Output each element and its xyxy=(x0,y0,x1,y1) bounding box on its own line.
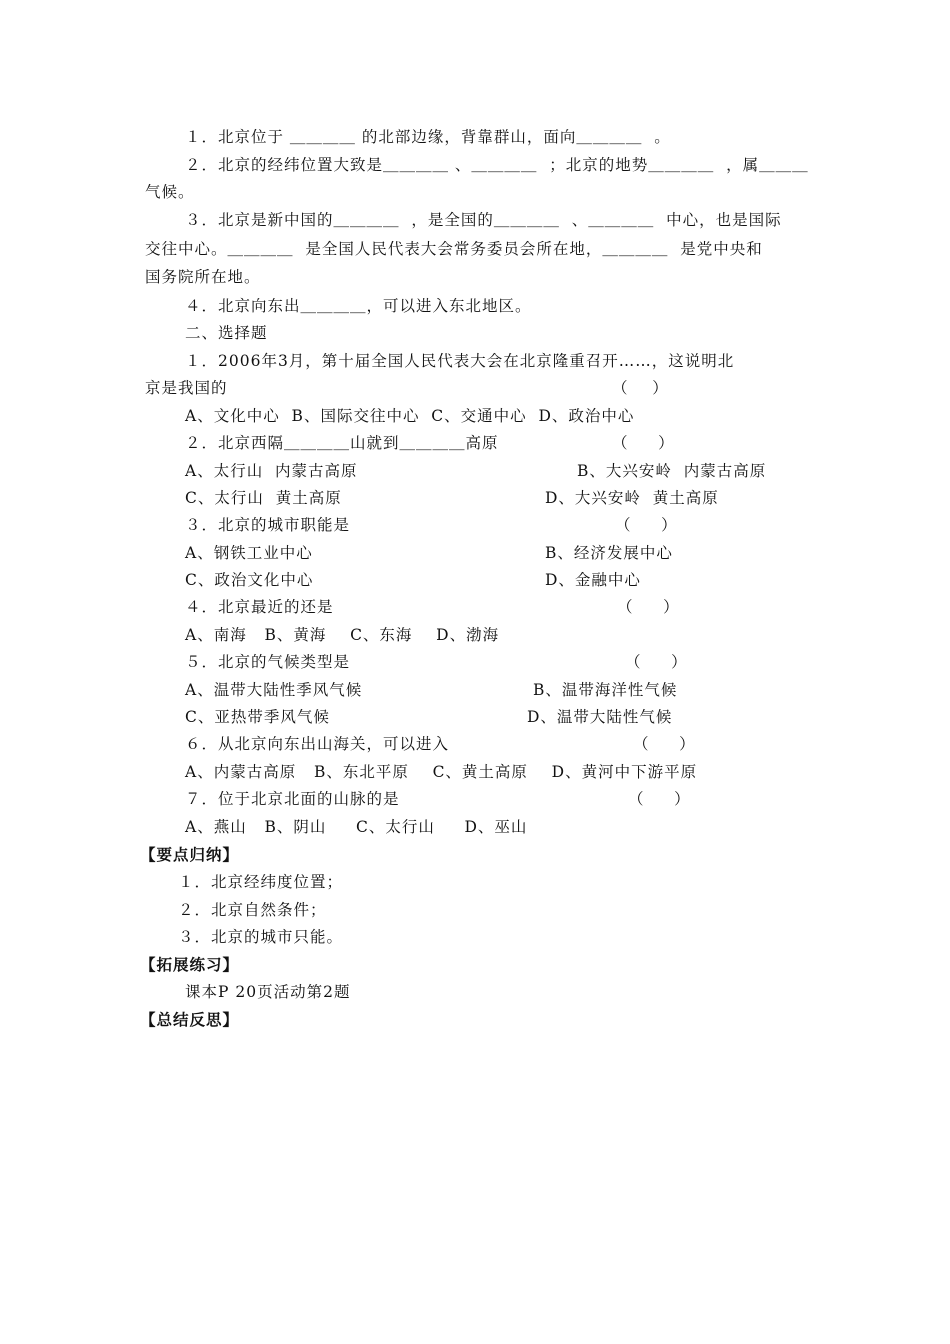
choice-q3-option-c: C、政治文化中心 xyxy=(185,571,314,589)
choice-q5-option-d: D、温带大陆性气候 xyxy=(527,708,673,726)
choice-section-heading: 二、选择题 xyxy=(185,324,268,342)
summary-item-1: １．北京经纬度位置； xyxy=(178,873,344,891)
choice-q5-option-c: C、亚热带季风气候 xyxy=(185,708,330,726)
choice-q1-line1: １．2006年3月，第十届全国人民代表大会在北京隆重召开……，这说明北 xyxy=(185,352,735,370)
choice-q4-bracket: （ ） xyxy=(617,598,680,616)
summary-item-3: ３．北京的城市只能。 xyxy=(178,928,344,946)
choice-q6-bracket: （ ） xyxy=(633,735,696,753)
choice-q7-stem: ７．位于北京北面的山脉的是 xyxy=(185,790,400,808)
choice-q3-option-b: B、经济发展中心 xyxy=(545,544,673,562)
choice-q4-options: A、南海 B、黄海 C、东海 D、渤海 xyxy=(185,626,500,644)
fill-blank-q3-line3: 国务院所在地。 xyxy=(145,268,261,286)
choice-q2-option-b: B、大兴安岭 内蒙古高原 xyxy=(577,462,767,480)
reflection-heading: 【总结反思】 xyxy=(140,1011,240,1029)
fill-blank-q3-line1: ３．北京是新中国的＿＿＿＿ ，是全国的＿＿＿＿ 、＿＿＿＿ 中心，也是国际 xyxy=(185,211,782,229)
choice-q4-stem: ４．北京最近的还是 xyxy=(185,598,334,616)
choice-q5-option-a: A、温带大陆性季风气候 xyxy=(185,681,363,699)
choice-q1-options: A、文化中心 B、国际交往中心 C、交通中心 D、政治中心 xyxy=(185,407,635,425)
choice-q3-stem: ３．北京的城市职能是 xyxy=(185,516,351,534)
choice-q2-stem: ２．北京西隔＿＿＿＿山就到＿＿＿＿高原 xyxy=(185,434,499,452)
choice-q1-bracket: （ ） xyxy=(612,379,669,397)
summary-heading: 【要点归纳】 xyxy=(140,846,240,864)
extension-heading: 【拓展练习】 xyxy=(140,956,240,974)
fill-blank-q3-line2: 交往中心。＿＿＿＿ 是全国人民代表大会常务委员会所在地，＿＿＿＿ 是党中央和 xyxy=(145,240,763,258)
choice-q7-bracket: （ ） xyxy=(628,790,691,808)
choice-q2-bracket: （ ） xyxy=(612,434,675,452)
summary-item-2: ２．北京自然条件； xyxy=(178,901,327,919)
extension-text: 课本P 20页活动第2题 xyxy=(185,983,351,1001)
choice-q3-bracket: （ ） xyxy=(615,516,678,534)
choice-q2-option-d: D、大兴安岭 黄土高原 xyxy=(545,489,719,507)
choice-q5-option-b: B、温带海洋性气候 xyxy=(533,681,678,699)
choice-q3-option-a: A、钢铁工业中心 xyxy=(185,544,313,562)
choice-q7-options: A、燕山 B、阴山 C、太行山 D、巫山 xyxy=(185,818,528,836)
fill-blank-q2-line1: ２．北京的经纬位置大致是＿＿＿＿ 、＿＿＿＿ ；北京的地势＿＿＿＿ ，属＿＿＿ xyxy=(185,156,809,174)
choice-q1-line2: 京是我国的 xyxy=(145,379,228,397)
choice-q5-stem: ５．北京的气候类型是 xyxy=(185,653,351,671)
fill-blank-q1: １．北京位于 ＿＿＿＿ 的北部边缘，背靠群山，面向＿＿＿＿ 。 xyxy=(185,128,671,146)
choice-q5-bracket: （ ） xyxy=(625,653,688,671)
choice-q3-option-d: D、金融中心 xyxy=(545,571,641,589)
choice-q2-option-a: A、太行山 内蒙古高原 xyxy=(185,462,358,480)
fill-blank-q4: ４．北京向东出＿＿＿＿，可以进入东北地区。 xyxy=(185,297,532,315)
choice-q6-options: A、内蒙古高原 B、东北平原 C、黄土高原 D、黄河中下游平原 xyxy=(185,763,698,781)
choice-q2-option-c: C、太行山 黄土高原 xyxy=(185,489,342,507)
fill-blank-q2-line2: 气候。 xyxy=(145,183,195,201)
choice-q6-stem: ６．从北京向东出山海关，可以进入 xyxy=(185,735,450,753)
